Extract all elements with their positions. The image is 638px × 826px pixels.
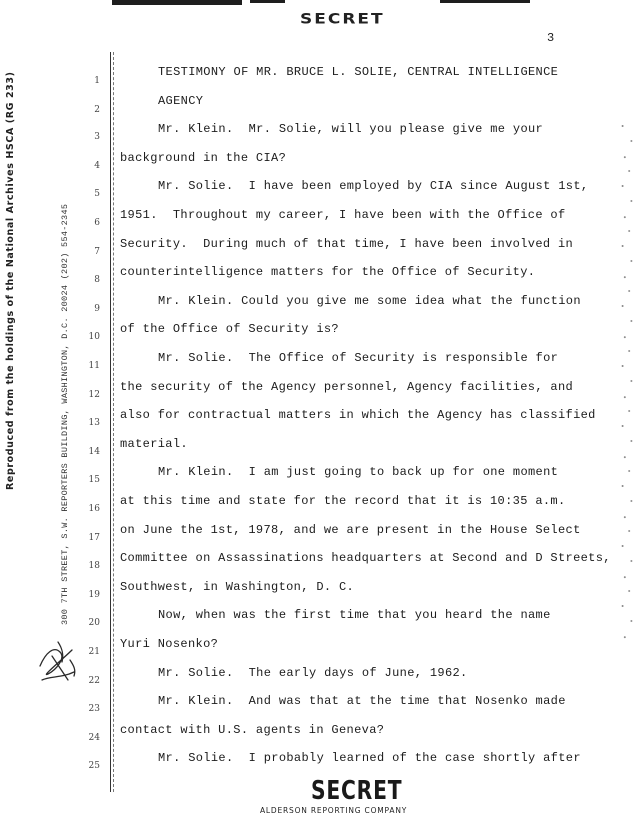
line-number: 12 bbox=[88, 389, 100, 400]
transcript-line: Mr. Klein. Could you give me some idea what the function bbox=[158, 293, 581, 308]
line-number: 5 bbox=[94, 189, 100, 200]
transcript-line: Mr. Solie. The Office of Security is responsible for bbox=[158, 351, 559, 365]
line-number: 3 bbox=[94, 132, 100, 143]
transcript-line: AGENCY bbox=[158, 93, 204, 108]
line-number: 11 bbox=[88, 361, 100, 371]
line-number: 19 bbox=[88, 589, 100, 600]
line-number: 25 bbox=[88, 761, 100, 772]
line-number: 21 bbox=[88, 647, 100, 657]
transcript-line: Mr. Solie. I probably learned of the case shortly after bbox=[158, 751, 581, 766]
scan-specks bbox=[616, 120, 638, 640]
reporter-address: 300 7TH STREET, S.W. REPORTERS BUILDING, WASHINGTON, D.C. 20024 (202) 554-2345 bbox=[60, 203, 70, 625]
scan-artifact bbox=[250, 0, 285, 3]
line-number: 17 bbox=[88, 532, 100, 543]
line-number: 16 bbox=[88, 504, 100, 514]
line-number: 23 bbox=[88, 704, 100, 715]
scan-artifact bbox=[440, 0, 530, 3]
transcript-line: contact with U.S. agents in Geneva? bbox=[120, 722, 385, 737]
transcript-line: Mr. Klein. Mr. Solie, will you please give me your bbox=[158, 122, 544, 137]
page-number: 3 bbox=[547, 31, 555, 45]
transcript-line: the security of the Agency personnel, Agency facilities, and bbox=[120, 379, 574, 394]
transcript-line: also for contractual matters in which the Agency has classified bbox=[120, 408, 596, 423]
transcript-line: Committee on Assassinations headquarters at Second and D Streets, bbox=[120, 551, 611, 566]
transcript-line: 1951. Throughout my career, I have been with the Office of bbox=[120, 208, 566, 222]
line-number: 14 bbox=[88, 446, 100, 457]
margin-rule bbox=[110, 52, 111, 792]
transcript-line: Yuri Nosenko? bbox=[120, 637, 219, 651]
transcript-line: Mr. Klein. I am just going to back up for one moment bbox=[158, 465, 559, 480]
transcript-line: counterintelligence matters for the Office of Security. bbox=[120, 265, 536, 280]
line-number: 1 bbox=[94, 76, 100, 86]
line-number: 20 bbox=[88, 618, 100, 629]
handwritten-initials bbox=[34, 636, 84, 688]
reporting-company: ALDERSON REPORTING COMPANY bbox=[260, 806, 408, 815]
line-number: 24 bbox=[88, 732, 100, 743]
classification-stamp-bottom: SECRET bbox=[311, 776, 403, 806]
classification-stamp-top: SECRET bbox=[300, 10, 385, 28]
line-number: 15 bbox=[88, 475, 100, 486]
line-number: 13 bbox=[88, 418, 100, 429]
line-number: 7 bbox=[94, 246, 100, 257]
transcript-line: Security. During much of that time, I have been involved in bbox=[120, 236, 574, 251]
line-number: 2 bbox=[94, 104, 100, 115]
line-number: 4 bbox=[94, 160, 100, 171]
margin-rule-dashed bbox=[113, 52, 114, 792]
line-number: 18 bbox=[88, 561, 100, 572]
line-number: 8 bbox=[94, 275, 100, 286]
archive-note: Reproduced from the holdings of the National Archives HSCA (RG 233) bbox=[5, 71, 16, 490]
scan-artifact bbox=[112, 0, 242, 5]
transcript-line: TESTIMONY OF MR. BRUCE L. SOLIE, CENTRAL INTELLIGENCE bbox=[158, 65, 559, 79]
transcript-line: material. bbox=[120, 436, 188, 451]
transcript-line: on June the 1st, 1978, and we are present in the House Select bbox=[120, 522, 581, 537]
line-number: 9 bbox=[94, 303, 100, 314]
line-number: 22 bbox=[88, 675, 100, 686]
line-number: 6 bbox=[94, 218, 100, 228]
transcript-line: Southwest, in Washington, D. C. bbox=[120, 579, 355, 594]
transcript-line: background in the CIA? bbox=[120, 150, 287, 165]
transcript-line: at this time and state for the record that it is 10:35 a.m. bbox=[120, 494, 566, 508]
transcript-line: Mr. Solie. The early days of June, 1962. bbox=[158, 665, 468, 680]
transcript-line: Now, when was the first time that you heard the name bbox=[158, 608, 551, 623]
transcript-line: of the Office of Security is? bbox=[120, 322, 339, 337]
transcript-line: Mr. Solie. I have been employed by CIA since August 1st, bbox=[158, 179, 589, 194]
line-number: 10 bbox=[88, 332, 100, 343]
transcript-line: Mr. Klein. And was that at the time that Nosenko made bbox=[158, 694, 566, 709]
